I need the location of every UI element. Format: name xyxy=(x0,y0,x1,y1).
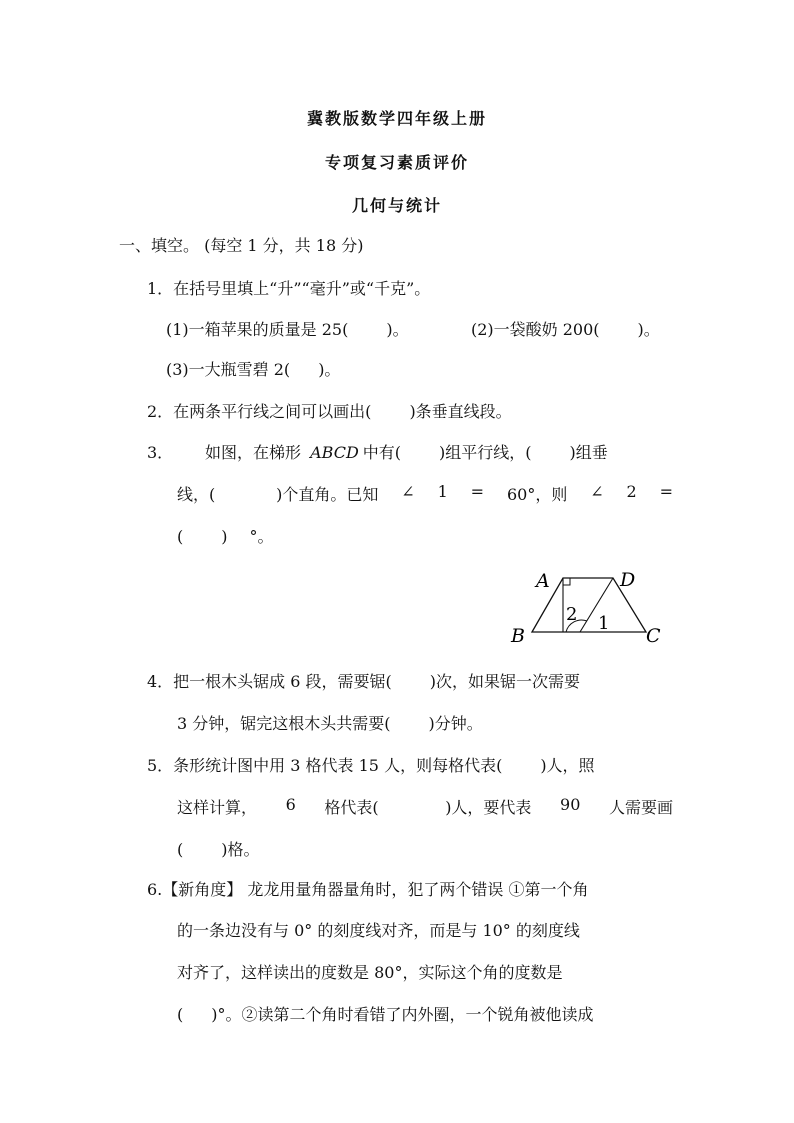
q5-l3-open: ( xyxy=(177,840,184,859)
q5-l2-t0: 这样计算， xyxy=(177,798,258,817)
q6-l4-open: ( xyxy=(177,1005,184,1024)
q5-l2-t1: 6 xyxy=(285,795,296,814)
q6-line2: 的一条边没有与 0° 的刻度线对齐，而是与 10° 的刻度线 xyxy=(177,921,580,940)
q5-l2-t4: 90 xyxy=(560,795,581,814)
q3-l2-t3: 1 xyxy=(437,482,448,501)
q1-part1-text: (1)一箱苹果的质量是 25( xyxy=(166,320,349,339)
q3-l3-degree: °。 xyxy=(249,527,274,546)
q3-text-b: 中有( xyxy=(362,443,402,462)
q5-line1 xyxy=(147,753,595,776)
q3-line2 xyxy=(177,482,673,505)
q3-l2-t1: )个直角。已知 xyxy=(276,485,379,504)
q5-l3-close: )格。 xyxy=(221,840,260,859)
q2 xyxy=(147,399,512,422)
q5-text-end: )人，照 xyxy=(540,756,595,775)
angle-label-1: 1 xyxy=(598,613,610,634)
q3-l2-t6: ∠ xyxy=(590,482,604,501)
q5-l2-t2: 格代表( xyxy=(324,798,379,817)
q6-line3: 对齐了，这样读出的度数是 80°，实际这个角的度数是 xyxy=(177,963,563,982)
q3-l2-t0: 线，( xyxy=(177,485,216,504)
q2-end: )条垂直线段。 xyxy=(409,402,512,421)
q5-line2 xyxy=(177,795,673,818)
q3-line3 xyxy=(177,524,274,547)
section-heading: 一、填空。 (每空 1 分，共 18 分) xyxy=(119,236,364,255)
q1-part1-end: )。 xyxy=(386,320,409,339)
document-topic: 几何与统计 xyxy=(351,196,442,215)
q1-stem: 1．在括号里填上“升”“毫升”或“千克”。 xyxy=(147,279,431,298)
q1-part2-end: )。 xyxy=(637,320,660,339)
q3-l2-t8: = xyxy=(659,482,673,501)
q3-trapezoid-name: ABCD xyxy=(310,443,359,462)
trapezoid-figure xyxy=(500,562,680,644)
q3-text-a: 如图，在梯形 xyxy=(205,443,302,462)
q3-l3-close: ) xyxy=(221,527,228,546)
q5-line3 xyxy=(177,837,260,860)
q3-l2-t2: ∠ xyxy=(401,482,415,501)
q1-part2 xyxy=(471,317,660,340)
q4-text2: 3 分钟，锯完这根木头共需要( xyxy=(177,714,391,733)
q4-line1 xyxy=(147,669,580,692)
q3-text-c: )组平行线，( xyxy=(439,443,532,462)
angle-label-2: 2 xyxy=(566,604,578,625)
q6-line1: 6.【新角度】 龙龙用量角器量角时，犯了两个错误 ①第一个角 xyxy=(147,880,589,899)
vertex-label-b: B xyxy=(511,625,525,644)
right-angle-mark xyxy=(563,578,570,585)
q1-part3-text: (3)一大瓶雪碧 2( xyxy=(166,360,291,379)
vertex-label-d: D xyxy=(620,569,636,591)
vertex-label-a: A xyxy=(536,570,550,592)
q3-text-d: )组垂 xyxy=(569,443,608,462)
document-title: 冀教版数学四年级上册 xyxy=(306,109,487,128)
q3-l2-t5: 60°，则 xyxy=(506,485,568,504)
q3-line1 xyxy=(205,440,608,463)
q6-line4 xyxy=(177,1002,594,1025)
q1-part3-end: )。 xyxy=(318,360,341,379)
q5-l2-t3: )人，要代表 xyxy=(445,798,532,817)
q6-l4-text: )°。②读第二个角时看错了内外圈，一个锐角被他读成 xyxy=(211,1005,594,1024)
q1-part2-text: (2)一袋酸奶 200( xyxy=(471,320,600,339)
q4-text: 4．把一根木头锯成 6 段，需要锯( xyxy=(147,672,392,691)
q4-text2-end: )分钟。 xyxy=(428,714,483,733)
vertex-label-c: C xyxy=(646,625,661,644)
q5-text: 5．条形统计图中用 3 格代表 15 人，则每格代表( xyxy=(147,756,503,775)
q4-line2 xyxy=(177,711,483,734)
q4-text-end: )次，如果锯一次需要 xyxy=(429,672,581,691)
q1-part1 xyxy=(166,317,409,340)
q3-l2-t4: = xyxy=(470,482,485,501)
q3-number: 3． xyxy=(147,443,174,462)
q1-part3 xyxy=(166,357,340,380)
q5-l2-t5: 人需要画 xyxy=(608,798,673,817)
document-subtitle: 专项复习素质评价 xyxy=(324,153,469,172)
q2-text: 2．在两条平行线之间可以画出( xyxy=(147,402,372,421)
q3-l2-t7: 2 xyxy=(626,482,637,501)
q3-l3-open: ( xyxy=(177,527,184,546)
